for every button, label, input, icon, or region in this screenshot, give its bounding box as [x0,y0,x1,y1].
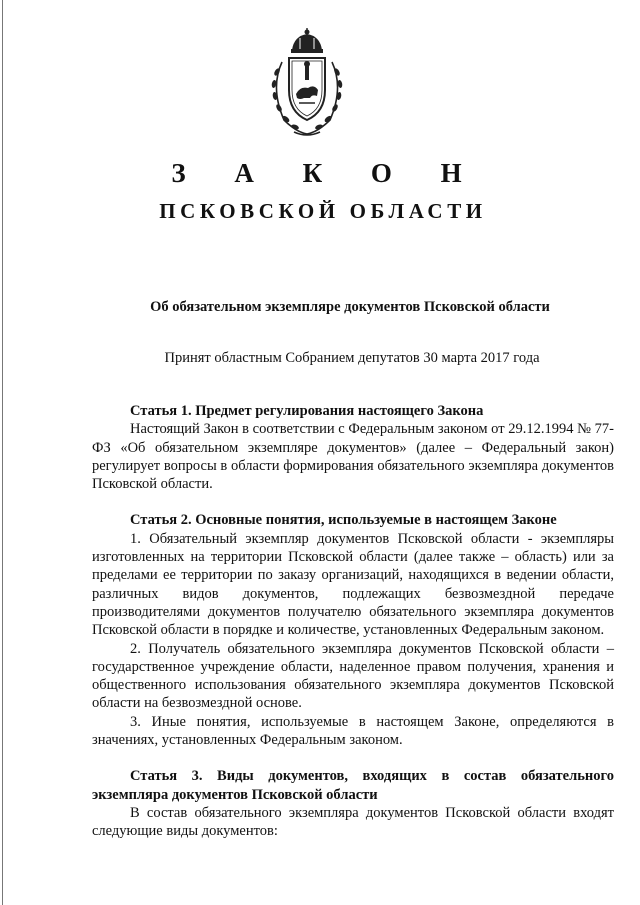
article-paragraph: Настоящий Закон в соответствии с Федеральным законом от 29.12.1994 № 77-ФЗ «Об обязательном экземпляре документов» (далее – Федеральный закон) регулирует вопросы в области формирования обязательного экземпляра документов Псковской области. [92,421,614,493]
article-heading: Статья 2. Основные понятия, используемые в настоящем Законе [130,512,557,529]
scan-edge-line [2,0,3,905]
article-heading: Статья 3. Виды документов, входящих в состав обязательного экземпляра документов Псковской области [92,768,614,803]
article-3 [92,767,614,840]
adoption-note: Принят областным Собранием депутатов 30 марта 2017 года [164,350,540,366]
article-paragraph: 3. Иные понятия, используемые в настоящем Законе, определяются в значениях, установленных Федеральным законом. [92,713,614,749]
law-subject: Об обязательном экземпляре документов Псковской области [150,299,550,315]
law-body [92,402,614,841]
article-1 [92,402,614,493]
article-paragraph: В состав обязательного экземпляра документов Псковской области входят следующие виды документов: [92,804,614,840]
coat-of-arms-icon [264,28,350,140]
article-paragraph: 1. Обязательный экземпляр документов Псковской области - экземпляры изготовленных на территории Псковской области (далее также – область) или за пределами ее территории по заказу организаций, находящихся в ведении области, различных видов документов, подлежащих безвозмездной передаче производителями документов получателю обязательного экземпляра документов Псковской области в порядке и количестве, установленных Федеральным законом. [92,530,614,639]
law-title: З А К О Н [171,158,483,188]
region-title: ПСКОВСКОЙ ОБЛАСТИ [159,199,487,223]
article-2 [92,511,614,749]
article-paragraph: 2. Получатель обязательного экземпляра документов Псковской области – государственное учреждение области, наделенное правом получения, хранения и общественного использования обязательного экземпляра документов Псковской области на безвозмездной основе. [92,640,614,712]
article-heading: Статья 1. Предмет регулирования настоящего Закона [130,403,484,419]
